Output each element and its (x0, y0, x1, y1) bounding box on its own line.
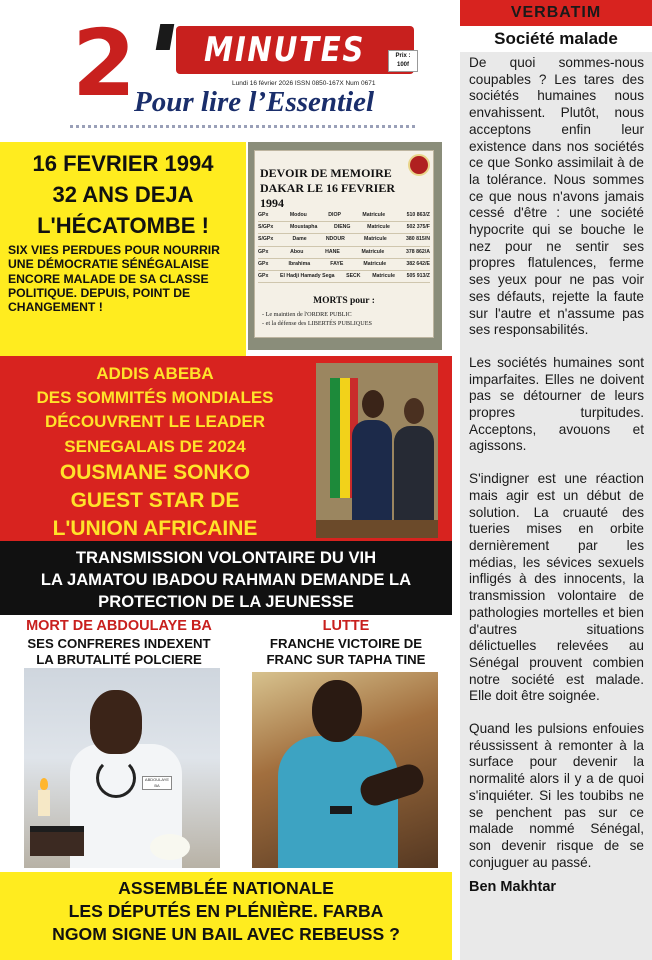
name-badge: ABDOULAYE BA (142, 776, 172, 790)
person-head (90, 690, 142, 754)
headline-line: SENEGALAIS DE 2024 (64, 436, 246, 456)
story-kicker: LUTTE (322, 618, 370, 634)
story-anniversary[interactable] (0, 142, 246, 356)
candle-icon (38, 790, 50, 816)
plaque-row: S/GPx Moustapha DIENG Matricule 502 375/F (258, 222, 430, 234)
headline-line: DES SOMMITÉS MONDIALES (36, 388, 274, 408)
masthead-divider (70, 125, 415, 128)
plaque-title-line-2: DAKAR LE 16 FEVRIER 1994 (260, 181, 396, 210)
headline-line: OUSMANE SONKO (59, 460, 251, 484)
headline-line: LES DÉPUTÉS EN PLÉNIÈRE. FARBA (68, 901, 384, 921)
photo-floor (316, 520, 438, 538)
verbatim-paragraph: S'indigner est une réaction mais agir est un début de solution. La cruauté des tueries mises en orbite dernièrement par les médias, les sévices sexuels infligés à des innocents, la transmission volontaire de pathologies mortelles et bien d'autres situations délictuelles relevées au Sénégal prouvent combien notre société est malade. Elle doit être soignée. (469, 471, 644, 704)
senegal-flag-stripe (340, 378, 350, 498)
plaque-title-line-1: DEVOIR DE MEMOIRE (260, 166, 392, 180)
headline-line: GUEST STAR DE (70, 488, 240, 512)
story-anniversary-headline-2: 32 ANS DEJA (52, 182, 194, 207)
plaque-morts-lines: - Le maintien de l'ORDRE PUBLIC - et la défense des LIBERTÉS PUBLIQUES (262, 311, 372, 327)
story-anniversary-headline-3: L'HÉCATOMBE ! (37, 213, 209, 238)
headline-line: DÉCOUVRENT LE LEADER (44, 412, 266, 432)
story-assemblee[interactable] (0, 872, 452, 960)
story-subhead: SES CONFRERES INDEXENT (27, 636, 211, 651)
verbatim-paragraph: Les sociétés humaines sont imparfaites. Elles ne doivent pas se détourner de leurs propres turpitudes. Acceptons, avouons et agissons. (469, 354, 644, 454)
story-subhead: LA BRUTALITÉ POLCIERE (36, 651, 202, 667)
plaque-names-table (258, 210, 430, 283)
headline-line: NGOM SIGNE UN BAIL AVEC REBEUSS ? (52, 924, 400, 944)
story-vih[interactable] (0, 541, 452, 615)
story-subhead: FRANC SUR TAPHA TINE (266, 651, 426, 667)
story-anniversary-deck: SIX VIES PERDUES POUR NOURRIR UNE DÉMOCRATIE SÉNÉGALAISE ENCORE MALADE DE SA CLASSE POLITIQUE. DEPUIS, POINT DE CHANGEMENT ! (8, 243, 220, 315)
story-addis-abeba-headline (0, 362, 310, 543)
senegal-flag-icon (330, 378, 340, 498)
books-icon (30, 826, 84, 856)
headline-line: PROTECTION DE LA JEUNESSE (98, 592, 354, 611)
plaque-row: GPx Modou DIOP Matricule 510 863/Z (258, 210, 430, 222)
logo-word: MINUTES (204, 30, 366, 70)
plaque-row: GPx El Hadji Hamady Sega SECK Matricule 505 913/Z (258, 271, 430, 283)
story-anniversary-headline-1: 16 FEVRIER 1994 (32, 151, 214, 176)
person-head (404, 398, 424, 424)
person-head (362, 390, 384, 418)
price-tag: Prix : 100f (388, 50, 418, 72)
person-head (312, 680, 362, 742)
logo-numeral: 2 (72, 10, 133, 117)
headline-line: ADDIS ABEBA (96, 364, 214, 383)
police-emblem-icon (408, 154, 430, 176)
shirt-logo (330, 806, 352, 814)
plaque-row: GPx Ibrahima FAYE Matricule 382 642/E (258, 259, 430, 271)
plaque-row: S/GPx Dame NDOUR Matricule 380 815/N (258, 234, 430, 246)
verbatim-paragraph: Quand les pulsions enfouies réussissent à remonter à la surface pour devenir la normalité alors il y a de quoi s'inquiéter. Si les toubibs ne se penchent pas sur ce malade nommé Sénégal, son devenir risque de se conjuguer au passé. (469, 721, 644, 870)
headline-line: TRANSMISSION VOLONTAIRE DU VIH (75, 548, 377, 567)
flame-icon (40, 778, 48, 790)
verbatim-title: Société malade (460, 26, 652, 52)
verbatim-paragraph: De quoi sommes-nous coupables ? Les tares des sociétés humaines nous envahissent. Plutôt, nous acceptons enfin leur existence dans nos sociétés ce que Sonko assimilait à de la tolérance. Nous sommes ce que nous n'avons jamais cessé d'être : une société hypocrite qui se bouche le nez pour ne sentir ses propres flatulences, ferme ses yeux pour ne pas voir ses défauts, rejette la faute sur l'autre et n'assume pas ses responsabilités. (469, 55, 644, 338)
story-subhead: FRANCHE VICTOIRE DE (269, 636, 423, 651)
headline-line: ASSEMBLÉE NATIONALE (118, 878, 334, 898)
verbatim-heading: VERBATIM (460, 0, 652, 26)
flower-icon (150, 834, 190, 860)
plaque-row: GPx Abou HANE Matricule 378 862/A (258, 247, 430, 259)
plaque-morts-heading: MORTS pour : (313, 296, 375, 306)
dateline: Lundi 16 février 2026 ISSN 0850-167X Num 0671 (232, 80, 376, 87)
verbatim-body (460, 52, 652, 960)
story-kicker: MORT DE ABDOULAYE BA (26, 618, 212, 634)
stethoscope-icon (96, 758, 136, 798)
verbatim-signature: Ben Makhtar (469, 879, 557, 896)
headline-line: LA JAMATOU IBADOU RAHMAN DEMANDE LA (40, 570, 412, 589)
tagline: Pour lire l’Essentiel (134, 86, 375, 118)
plaque-title (254, 166, 404, 211)
headline-line: L'UNION AFRICAINE (52, 516, 258, 540)
